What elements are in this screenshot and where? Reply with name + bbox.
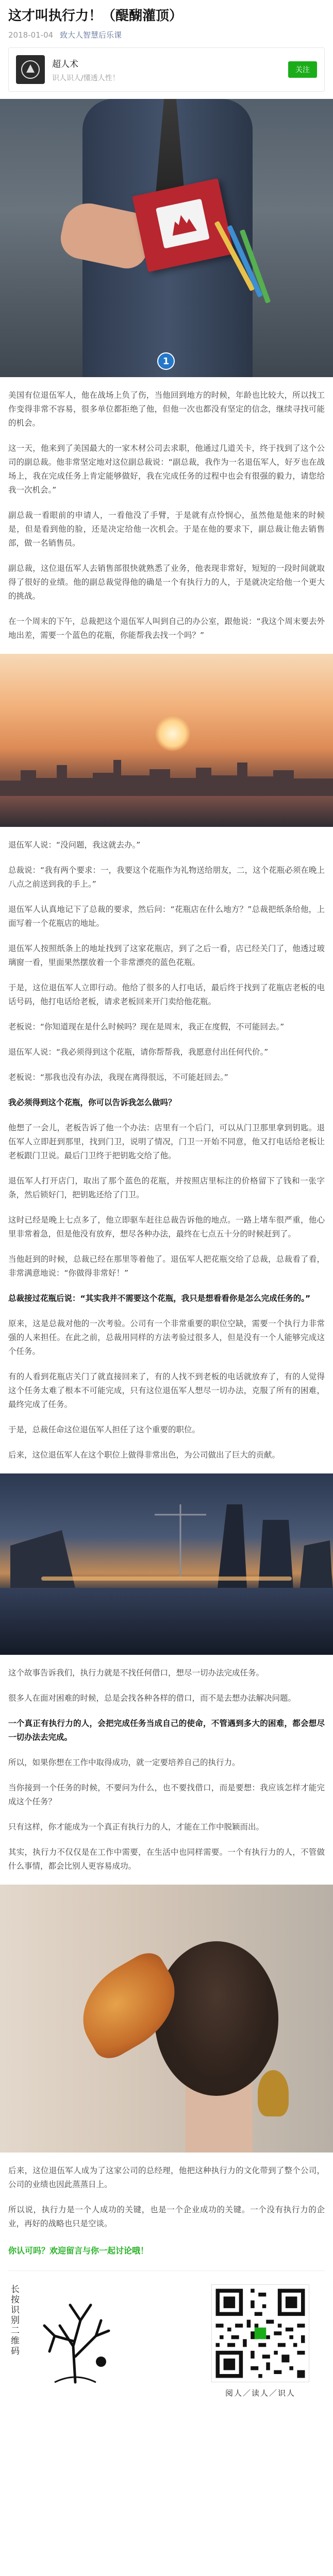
paragraph: 只有这样，你才能成为一个真正有执行力的人，才能在工作中脱颖而出。 — [8, 1822, 264, 1832]
footer-slogan: 阅人／读人／识人 — [225, 2388, 295, 2398]
paragraph: 美国有位退伍军人，他在战场上负了伤，当他回到地方的时候，年龄也比较大，所以找工作变得非常不容易，很多单位都拒绝了他，但他一次也都没有坚定的信念，继续寻找可能的机会。 — [8, 391, 325, 428]
woman-hair-shape — [155, 1941, 278, 2096]
paragraph: 老板说：“那我也没有办法，我现在离得很远，不可能赶回去。” — [8, 1073, 228, 1082]
paragraph: 当他赶到的时候，总裁已经在那里等着他了。退伍军人把花瓶交给了总裁，总裁看了看，非常满意地说：“你做得非常好！” — [8, 1255, 325, 1278]
harbor-water-shape — [0, 1588, 333, 1655]
harbor-dusk-image — [0, 1473, 333, 1655]
paragraph: 原来，这是总裁对他的一次考验。公司有一个非常重要的职位空缺，需要一个执行力非常强的人来担任。在此之前，总裁用同样的方法考验过很多人，但是没有一个人能够完成这个任务。 — [8, 1319, 325, 1357]
paragraph: 后来，这位退伍军人成为了这家公司的总经理，他把这种执行力的文化带到了整个公司，公司的业绩也因此蒸蒸日上。 — [8, 2166, 325, 2190]
paragraph: 有的人看到花瓶店关门了就直接回来了，有的人找不到老板的电话就放弃了，有的人觉得这个任务太难了根本不可能完成，只有这位退伍军人想尽一切办法，克服了所有的困难，最终完成了任务。 — [8, 1372, 325, 1410]
paragraph: 于是，总裁任命这位退伍军人担任了这个重要的职位。 — [8, 1425, 201, 1435]
paragraph: 其实，执行力不仅仅是在工作中需要，在生活中也同样需要。一个有执行力的人，不管做什么事情，都会比别人更容易成功。 — [8, 1848, 325, 1871]
paragraph: 这时已经是晚上七点多了，他立即驱车赶往总裁告诉他的地点。一路上堵车很严重，他心里非常着急，但是他没有放弃，想尽各种办法，最终在七点五十分的时候赶到了。 — [8, 1215, 325, 1239]
hero-number-badge: 1 — [157, 352, 175, 370]
avatar — [16, 55, 45, 84]
paragraph: 后来，这位退伍军人在这个职位上做得非常出色，为公司做出了巨大的贡献。 — [8, 1450, 280, 1460]
footer-tree-logo — [8, 2284, 142, 2387]
paragraph: 在一个周末的下午，总裁把这个退伍军人叫到自己的办公室，跟他说：“我这个周末要去外地出差，需要一个蓝色的花瓶，你能帮我去找一个吗？” — [8, 617, 325, 640]
closing-call-to-action: 你认可吗？欢迎留言与你一起讨论哦！ — [8, 2246, 149, 2256]
paragraph: 他想了一会儿，老板告诉了他一个办法：店里有一个后门，可以从门卫那里拿到钥匙。退伍军人立即赶到那里，找到门卫，说明了情况，门卫一开始不同意，他又打电话给老板让老板跟门卫说。最后门卫终于把钥匙交给了他。 — [8, 1123, 325, 1161]
profile-card[interactable] — [8, 47, 325, 92]
bold-highlight: 总裁接过花瓶后说：“其实我并不需要这个花瓶，我只是想看看你是怎么完成任务的。” — [8, 1294, 311, 1303]
footer — [8, 2270, 325, 2414]
paragraph: 老板说：“你知道现在是什么时候吗？现在是周末，我正在度假，不可能回去。” — [8, 1022, 285, 1032]
woman-leaf-image — [0, 1885, 333, 2153]
paragraph: 所以说，执行力是一个人成功的关键，也是一个企业成功的关键。一个没有执行力的企业，再好的战略也只是空谈。 — [8, 2205, 325, 2229]
paragraph: 退伍军人说：“没问题，我这就去办。” — [8, 840, 141, 850]
city-sunset-image — [0, 654, 333, 827]
paragraph: 所以，如果你想在工作中取得成功，就一定要培养自己的执行力。 — [8, 1758, 240, 1768]
paragraph: 退伍军人打开店门，取出了那个蓝色的花瓶，并按照店里标注的价格留下了钱和一张字条，然后锁好门，把钥匙还给了门卫。 — [8, 1176, 325, 1200]
tree-illustration-icon — [24, 2284, 127, 2387]
sun-shape — [155, 716, 191, 752]
profile-info — [52, 57, 288, 83]
qa-highlight: 我必须得到这个花瓶，你可以告诉我怎么做吗？ — [8, 1098, 176, 1108]
article-title: 这才叫执行力！（醍醐灌顶） — [8, 8, 183, 24]
bird-shape — [258, 2070, 289, 2116]
paragraph: 这个故事告诉我们，执行力就是不找任何借口，想尽一切办法完成任务。 — [8, 1668, 264, 1678]
paragraph: 退伍军人按照纸条上的地址找到了这家花瓶店，到了之后一看，店已经关门了，他透过玻璃窗一看，里面果然摆放着一个非常漂亮的蓝色花瓶。 — [8, 944, 325, 968]
paragraph: 这一天，他来到了美国最大的一家木材公司去求职，他通过几道关卡，终于找到了这个公司的副总裁。他非常坚定地对这位副总裁说：“副总裁，我作为一名退伍军人，好歹也在战场上，我在完成任务上肯定能够做好，我在完成任务的过程中也会有很强的毅力，请您给我一次机会。” — [8, 444, 325, 495]
bold-highlight: 一个真正有执行力的人，会把完成任务当成自己的使命，不管遇到多大的困难，都会想尽一切办法去完成。 — [8, 1719, 325, 1742]
water-shape — [0, 796, 333, 827]
paragraph: 退伍军人认真地记下了总裁的要求，然后问：“花瓶店在什么地方？”总裁把纸条给他，上面写着一个花瓶店的地址。 — [8, 905, 325, 928]
qr-code-icon[interactable] — [211, 2284, 309, 2382]
skyline-shape — [0, 755, 333, 796]
avatar-logo-icon — [20, 59, 41, 80]
hero-image — [0, 99, 333, 377]
paragraph: 于是，这位退伍军人立即行动。他给了很多的人打电话，最后终于找到了花瓶店老板的电话号码，他打电话给老板，请求老板回来开门卖给他花瓶。 — [8, 983, 325, 1007]
article-meta — [8, 29, 325, 40]
article-author-link[interactable]: 致大人智慧后乐课 — [59, 30, 122, 40]
paragraph: 当你接到一个任务的时候，不要问为什么，也不要找借口，而是要想：我应该怎样才能完成这个任务？ — [8, 1783, 325, 1807]
profile-tagline: 识人识人/懂透人性！ — [52, 74, 120, 82]
follow-button[interactable]: 关注 — [288, 61, 317, 78]
paragraph: 副总裁，这位退伍军人去销售部很快就熟悉了业务，他表现非常好，短短的一段时间就取得了很好的业绩。他的副总裁觉得他的确是一个有执行力的人，于是就决定给他一个更大的挑战。 — [8, 564, 325, 601]
paragraph: 总裁说：“我有两个要求：一，我要这个花瓶作为礼物送给朋友，二，这个花瓶必须在晚上八点之前送到我的手上。” — [8, 866, 325, 889]
hero-sticker — [156, 199, 210, 249]
scan-qr-hint: 长按识别二维码 — [9, 2284, 19, 2357]
sunset-horizon-shape — [41, 1577, 292, 1581]
paragraph: 退伍军人说：“我必须得到这个花瓶，请你帮帮我，我愿意付出任何代价。” — [8, 1047, 269, 1057]
profile-name: 超人术 — [52, 59, 78, 70]
wolf-icon — [165, 208, 201, 239]
paragraph: 副总裁一看眼前的申请人，一看他没了手臂，于是就有点怜悯心，虽然他是他来的时候是，但是看到他的脸，还是决定给他一次机会。于是在他的要求下，副总裁让他去销售部，做一名销售员。 — [8, 511, 325, 548]
footer-qr-block — [196, 2284, 325, 2398]
paragraph: 很多人在面对困难的时候，总是会找各种各样的借口，而不是去想办法解决问题。 — [8, 1693, 296, 1703]
article-date: 2018-01-04 — [8, 30, 54, 40]
